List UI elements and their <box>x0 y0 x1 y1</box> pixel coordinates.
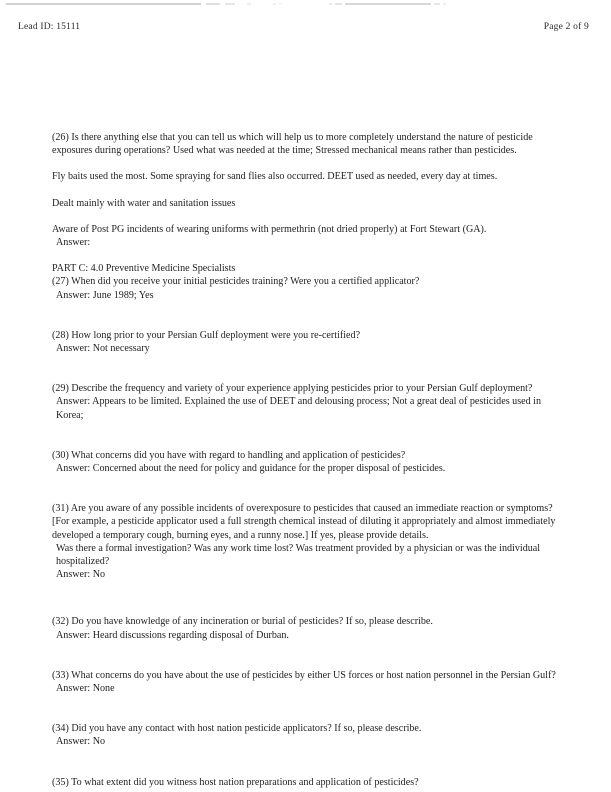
question-text: (26) Is there anything else that you can tell us which will help us to more completely understand the nature of pesticide exposures during operations? Used what was needed at the time; Stressed mechanical means rather than pesticides. <box>52 132 533 157</box>
question-34 <box>52 722 558 748</box>
answer-text: Answer: Concerned about the need for policy and guidance for the proper disposal of pesticides. <box>56 463 446 475</box>
answer-text: Answer: <box>56 237 91 249</box>
question-text: Dealt mainly with water and sanitation issues <box>52 197 236 209</box>
question-followup-text: Was there a formal investigation? Was any work time lost? Was treatment provided by a physician or was the individual hospitalized? <box>56 542 541 568</box>
question-text: (34) Did you have any contact with host nation pesticide applicators? If so, please describe. <box>52 723 422 735</box>
answer-text: Answer: Not necessary <box>56 343 150 355</box>
question-35 <box>52 776 558 789</box>
question-text: (31) Are you aware of any possible incidents of overexposure to pesticides that caused an immediate reaction or symptoms? [For example, a pesticide applicator used a full strength chemical instead of diluting it appropriately and almost immediately developed a temporary cough, burning eyes, and a runny nose.] If yes, please provide details. <box>52 503 556 541</box>
question-30 <box>52 449 558 475</box>
answer-text: Answer: No <box>56 736 106 748</box>
question-text: (28) How long prior to your Persian Gulf deployment were you re-certified? <box>52 329 361 341</box>
scan-artifact-mark <box>6 3 201 5</box>
page-number-label: Page 2 of 9 <box>543 22 589 32</box>
question-32 <box>52 615 558 641</box>
question-text: (35) To what extent did you witness host nation preparations and application of pesticides? <box>52 776 419 788</box>
question-27 <box>52 275 558 301</box>
scan-artifact-mark <box>329 3 332 5</box>
scan-edge-artifacts <box>0 0 611 14</box>
scan-artifact-mark <box>278 3 282 4</box>
scan-artifact-mark <box>345 3 431 5</box>
answer-text: Answer: Appears to be limited. Explained the use of DEET and delousing process; Not a great deal of pesticides used in Korea; <box>56 396 542 421</box>
answer-text: Answer: No <box>56 569 106 581</box>
scan-artifact-mark <box>247 3 251 5</box>
answer-text: Answer: Heard discussions regarding disposal of Durban. <box>56 629 289 641</box>
scan-artifact-mark <box>434 3 440 5</box>
lead-id-label: Lead ID: 15111 <box>18 22 81 32</box>
scan-artifact-mark <box>225 3 235 5</box>
part-c-heading <box>52 262 558 275</box>
question-text: (27) When did you receive your initial pesticides training? Were you a certified applicator? <box>52 276 420 288</box>
running-head <box>0 22 611 38</box>
document-body <box>52 131 558 789</box>
question-text: Aware of Post PG incidents of wearing uniforms with permethrin (not dried properly) at Fort Stewart (GA). <box>52 223 487 235</box>
question-26 <box>52 131 558 157</box>
note-fly-baits <box>52 170 558 183</box>
section-heading-text: PART C: 4.0 Preventive Medicine Specialists <box>52 263 236 275</box>
question-text: (29) Describe the frequency and variety of your experience applying pesticides prior to your Persian Gulf deployment? <box>52 383 533 395</box>
question-33 <box>52 669 558 695</box>
question-text: (33) What concerns do you have about the use of pesticides by either US forces or host nation personnel in the Persian Gulf? <box>52 669 556 681</box>
question-28 <box>52 329 558 355</box>
question-29 <box>52 382 558 422</box>
question-text: Fly baits used the most. Some spraying for sand flies also occurred. DEET used as needed, every day at times. <box>52 171 498 183</box>
scan-artifact-mark <box>335 3 342 5</box>
note-permethrin-fort-stewart <box>52 223 558 249</box>
question-text: (32) Do you have knowledge of any incineration or burial of pesticides? If so, please describe. <box>52 616 433 628</box>
scan-artifact-mark <box>273 3 276 5</box>
scan-artifact-mark <box>206 3 220 5</box>
scan-artifact-mark <box>443 3 446 5</box>
answer-text: Answer: June 1989; Yes <box>56 289 154 301</box>
question-text: (30) What concerns did you have with regard to handling and application of pesticides? <box>52 449 406 461</box>
note-water-sanitation <box>52 197 558 210</box>
answer-text: Answer: None <box>56 683 115 695</box>
question-31 <box>52 502 558 581</box>
